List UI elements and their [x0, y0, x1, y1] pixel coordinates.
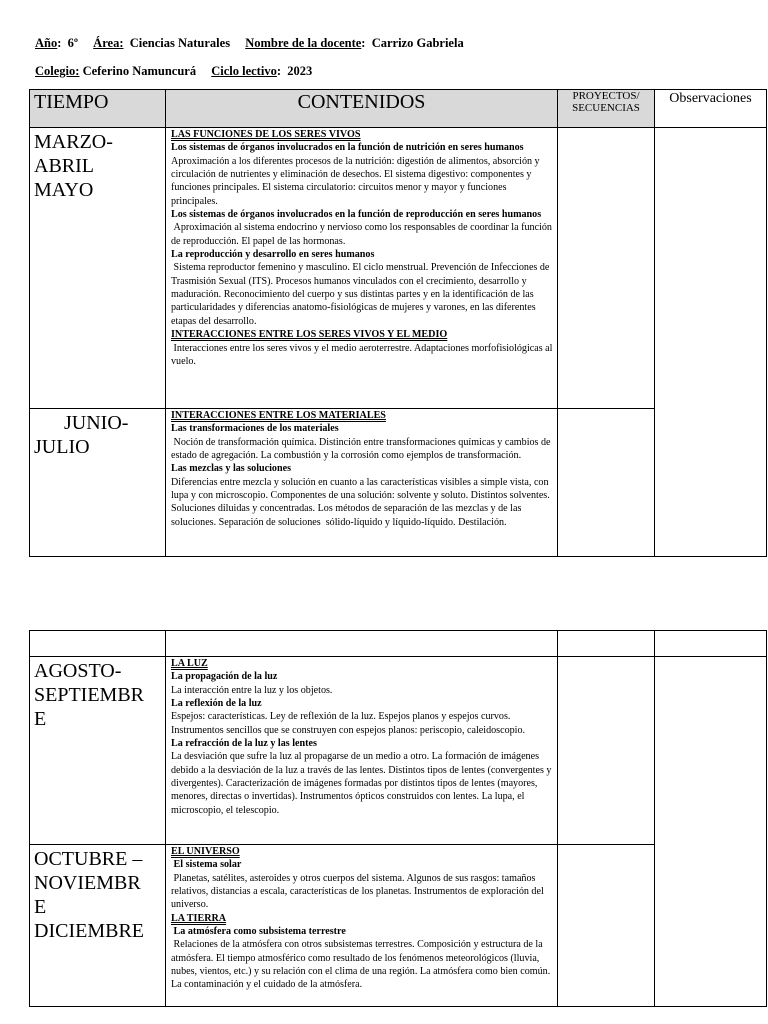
subsection-title: El sistema solar [171, 859, 242, 871]
content-cell [166, 409, 558, 557]
content-text: Aproximación al sistema endocrino y nervioso como los responsables de coordinar la función de reproducción. El papel de las hormonas. [171, 222, 555, 247]
section-title: LAS FUNCIONES DE LOS SERES VIVOS [171, 129, 361, 140]
time-cell [30, 845, 166, 1007]
subsection-title: La reflexión de la luz [171, 698, 262, 710]
time-cell [30, 409, 166, 557]
anio-value: 6º [67, 36, 79, 50]
time-line: MAYO [34, 179, 94, 201]
content-text: Diferencias entre mezcla y solución en cuanto a las características visibles a simple vista, con lupa y con microscopio. Componentes de una solución: solvente y soluto. Distintos solventes. Soluciones diluidas y concentradas. Los métodos de separación de las mezclas y de las soluciones. Separación de soluciones sólido-líquido y líquido-líquido. Destilación. [171, 476, 553, 528]
content-text: Planetas, satélites, asteroides y otros cuerpos del sistema. Algunos de sus rasgos: tamaños relativos, distancias a escala, características de los planetas. Instrumentos de exploración del universo. [171, 872, 547, 911]
section-title: INTERACCIONES ENTRE LOS SERES VIVOS Y EL MEDIO [171, 329, 448, 341]
time-line: AGOSTO- [34, 660, 122, 682]
content-text: Relaciones de la atmósfera con otros subsistemas terrestres. Composición y estructura de la atmósfera. El tiempo atmosférico como resultado de los fenómenos meteorológicos (lluvia, nubes, vientos, etc.) y su relación con el clima de una región. La atmósfera como bien común. La contaminación y el cuidado de la atmósfera. [171, 939, 553, 991]
subsection-title: Los sistemas de órganos involucrados en la función de nutrición en seres humanos [171, 142, 524, 154]
observations-cell [655, 128, 767, 557]
header-observaciones: Observaciones [655, 90, 767, 128]
content-text: Interacciones entre los seres vivos y el medio aeroterrestre. Adaptaciones morfofisiológicas al vuelo. [171, 342, 556, 367]
table-header-row [30, 90, 767, 128]
time-line: OCTUBRE – [34, 848, 143, 870]
projects-cell [558, 128, 655, 409]
time-line: E [34, 708, 47, 730]
anio-label: Año [35, 36, 58, 50]
colegio-label: Colegio: [35, 64, 80, 78]
header-contenidos: CONTENIDOS [166, 90, 558, 128]
content-cell [166, 845, 558, 1007]
section-title: LA TIERRA [171, 912, 227, 924]
content-cell [166, 657, 558, 845]
section-title: INTERACCIONES ENTRE LOS MATERIALES [171, 410, 386, 421]
section-title: EL UNIVERSO [171, 846, 240, 857]
content-text: La desviación que sufre la luz al propagarse de un medio a otro. La formación de imágenes debido a la desviación de la luz a través de las lentes. Distintos tipos de lentes (convergentes y divergentes). Caracterización de imágenes formadas por distintos tipos de lentes (mayores, menores, directas o invertidas). Instrumentos ópticos construidos con lentes. La lupa, el microscopio, el telescopio. [171, 751, 554, 816]
time-cell [30, 657, 166, 845]
header-tiempo: TIEMPO [30, 90, 166, 128]
empty-header-cell [655, 631, 767, 657]
projects-cell [558, 845, 655, 1007]
table-row [30, 128, 767, 409]
content-text: La interacción entre la luz y los objetos. [171, 684, 333, 696]
header-line-1: Año: 6º Área: Ciencias Naturales Nombre de la docente: Carrizo Gabriela [35, 36, 464, 50]
time-line: E [34, 896, 47, 918]
subsection-title: Los sistemas de órganos involucrados en la función de reproducción en seres humanos [171, 209, 542, 221]
planning-table-1 [29, 89, 767, 557]
empty-header-cell [558, 631, 655, 657]
time-line: JUNIO- [34, 412, 129, 434]
content-text: Sistema reproductor femenino y masculino. El ciclo menstrual. Prevención de Infecciones de Trasmisión Sexual (ITS). Procesos humanos vinculados con el crecimiento, desarrollo y maduración. Reconocimiento del cuerpo y sus distintas partes y en la identificación de las particularidades y diferencias anatomo-fisiológicas de mujeres y varones, en las diferentes etapas del desarrollo. [171, 262, 552, 327]
time-line: JULIO [34, 436, 90, 458]
header-line-2: Colegio: Ceferino Namuncurá Ciclo lectivo: 2023 [35, 64, 313, 78]
empty-header-cell [166, 631, 558, 657]
subsection-title: La reproducción y desarrollo en seres humanos [171, 249, 375, 261]
table-header-row [30, 631, 767, 657]
docente-label: Nombre de la docente [245, 36, 362, 50]
colegio-value: Ceferino Namuncurá [82, 64, 197, 78]
header-proyectos: PROYECTOS/ SECUENCIAS [558, 90, 655, 128]
table-row [30, 657, 767, 845]
ciclo-label: Ciclo lectivo [211, 64, 277, 78]
time-line: MARZO- [34, 131, 113, 153]
subsection-title: Las mezclas y las soluciones [171, 463, 292, 475]
time-line: NOVIEMBR [34, 872, 141, 894]
content-text: Espejos: características. Ley de reflexión de la luz. Espejos planos y espejos curvos. Instrumentos sencillos que se construyen con espejos planos: periscopio, caleidoscopio. [171, 711, 526, 736]
projects-cell [558, 409, 655, 557]
content-cell [166, 128, 558, 409]
time-line: ABRIL [34, 155, 94, 177]
area-value: Ciencias Naturales [129, 36, 231, 50]
subsection-title: La propagación de la luz [171, 671, 278, 683]
subsection-title: Las transformaciones de los materiales [171, 423, 339, 435]
time-line: DICIEMBRE [34, 920, 144, 942]
area-label: Área: [93, 36, 124, 50]
observations-cell [655, 657, 767, 1007]
planning-table-2 [29, 630, 767, 1007]
time-line: SEPTIEMBR [34, 684, 145, 706]
empty-header-cell [30, 631, 166, 657]
ciclo-value: 2023 [287, 64, 313, 78]
docente-value: Carrizo Gabriela [371, 36, 464, 50]
section-title: LA LUZ [171, 658, 208, 669]
content-text: Noción de transformación química. Distinción entre transformaciones químicas y cambios de estado de agregación. La combustión y la corrosión como ejemplos de transformación. [171, 436, 554, 462]
subsection-title: La refracción de la luz y las lentes [171, 738, 317, 750]
content-text: Aproximación a los diferentes procesos de la nutrición: digestión de alimentos, absorción y circulación de nutrientes y eliminación de desechos. El sistema digestivo: componentes y funciones principales. El sistema circulatorio: circuitos menor y mayor y funciones principales. [171, 155, 543, 207]
time-cell [30, 128, 166, 409]
projects-cell [558, 657, 655, 845]
subsection-title: La atmósfera como subsistema terrestre [171, 926, 346, 938]
